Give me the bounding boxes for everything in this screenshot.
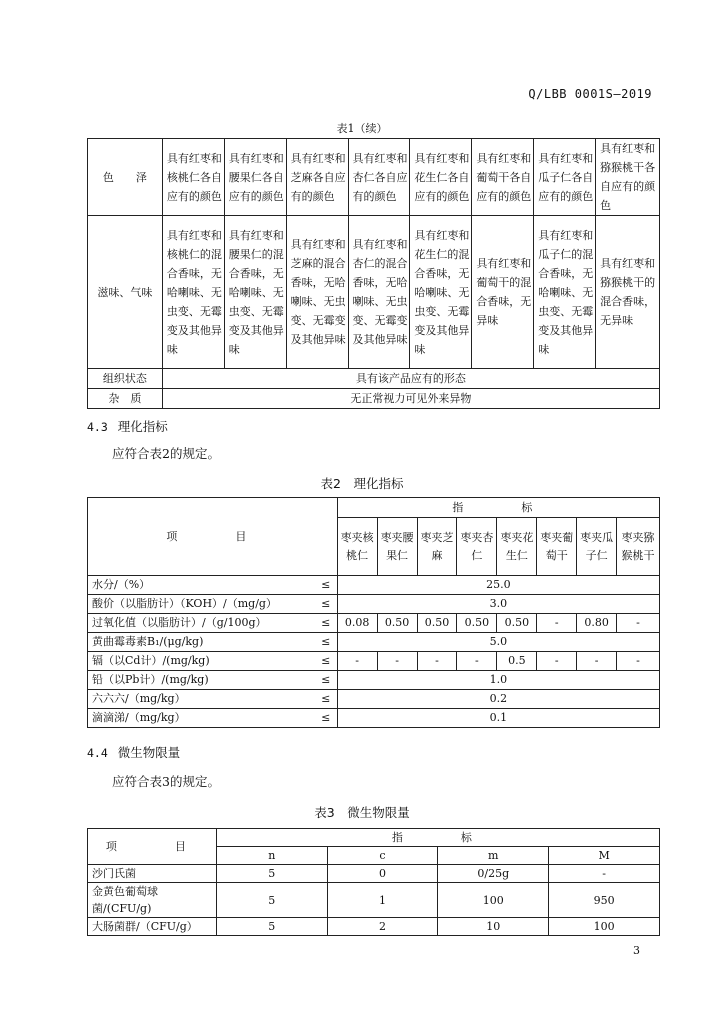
value-cell: - [337,652,377,671]
item-label: 黄曲霉毒素B₁/(μg/kg) [88,633,315,652]
table-cell: 具有红枣和葡萄干的混合香味，无异味 [472,216,534,369]
value-cell: - [537,652,577,671]
column-header: 枣夹花生仁 [497,518,537,576]
item-header: 项 目 [88,829,217,865]
section-title: 微生物限量 [117,745,181,760]
section-number: 4.3 [87,420,108,434]
column-header: 枣夹葡萄干 [537,518,577,576]
section-text: 应符合表3的规定。 [112,774,220,789]
texture-row [88,369,660,389]
value-cell: - [617,652,660,671]
value-cell: 0.50 [377,614,417,633]
value-cell: 0.5 [497,652,537,671]
table-cell: 具有红枣和杏仁各自应有的颜色 [348,139,410,216]
table-cell: 具有红枣和花生仁的混合香味，无哈喇味、无虫变、无霉变及其他异味 [410,216,472,369]
impurity-row [88,389,660,409]
table-cell: 具有红枣和芝麻的混合香味，无哈喇味、无虫变、无霉变及其他异味 [286,216,348,369]
value-cell: 0 [327,865,438,883]
index-header: 指 标 [337,498,659,518]
value-cell: 0.50 [417,614,457,633]
value-cell: 0.50 [497,614,537,633]
table-cell: 具有红枣和瓜子仁的混合香味，无哈喇味、无虫变、无霉变及其他异味 [534,216,596,369]
item-label: 滴滴涕/（mg/kg） [88,709,315,728]
table-row [88,883,660,918]
operator: ≤ [315,633,337,652]
operator: ≤ [315,671,337,690]
table-cell: 无正常视力可见外来异物 [162,389,659,409]
table-cell: 具有红枣和花生仁各自应有的颜色 [410,139,472,216]
table-row [88,865,660,883]
section-number: 4.4 [87,746,108,760]
item-label: 六六六/（mg/kg） [88,690,315,709]
row-label: 色 泽 [88,139,163,216]
table-cell: 具有红枣和腰果仁各自应有的颜色 [224,139,286,216]
item-label: 过氧化值（以脂肪计）/（g/100g） [88,614,315,633]
table-row [88,595,660,614]
value-cell: 0.80 [577,614,617,633]
value-cell: 1 [327,883,438,918]
value-cell: 5 [216,918,327,936]
value-cell: - [377,652,417,671]
operator: ≤ [315,690,337,709]
operator: ≤ [315,614,337,633]
column-header: 枣夹核桃仁 [337,518,377,576]
table-cell: 具有红枣和核桃仁各自应有的颜色 [162,139,224,216]
value-cell: - [457,652,497,671]
table-cell: 具有该产品应有的形态 [162,369,659,389]
table-row [88,918,660,936]
table-row [88,709,660,728]
column-header: 枣夹猕猴桃干 [617,518,660,576]
item-label: 金黄色葡萄球菌/(CFU/g) [88,883,217,918]
value-cell: 3.0 [337,595,659,614]
value-cell: - [537,614,577,633]
table-cell: 具有红枣和猕猴桃干的混合香味，无异味 [596,216,660,369]
column-header: 枣夹腰果仁 [377,518,417,576]
value-cell: 5 [216,865,327,883]
table-cell: 具有红枣和杏仁的混合香味，无哈喇味、无虫变、无霉变及其他异味 [348,216,410,369]
table-row [88,671,660,690]
table1-caption: 表1（续） [336,122,388,135]
value-cell: 0.1 [337,709,659,728]
table-row [88,633,660,652]
table2-caption: 表2 理化指标 [320,476,404,491]
column-header: 枣夹杏仁 [457,518,497,576]
column-header: m [438,847,549,865]
value-cell: 0.50 [457,614,497,633]
value-cell: 950 [549,883,660,918]
item-label: 酸价（以脂肪计）（KOH）/（mg/g） [88,595,315,614]
value-cell: - [617,614,660,633]
value-cell: 2 [327,918,438,936]
row-label: 杂 质 [88,389,163,409]
page-number: 3 [633,944,640,957]
value-cell: 100 [438,883,549,918]
table-cell: 具有红枣和猕猴桃干各自应有的颜色 [596,139,660,216]
column-header: 枣夹瓜子仁 [577,518,617,576]
value-cell: - [549,865,660,883]
value-cell: 5.0 [337,633,659,652]
value-cell: 0/25g [438,865,549,883]
table-cell: 具有红枣和腰果仁的混合香味，无哈喇味、无虫变、无霉变及其他异味 [224,216,286,369]
index-header: 指 标 [216,829,659,847]
section-text: 应符合表2的规定。 [112,446,220,461]
value-cell: 1.0 [337,671,659,690]
operator: ≤ [315,709,337,728]
column-header: M [549,847,660,865]
value-cell: 25.0 [337,576,659,595]
item-label: 大肠菌群/（CFU/g） [88,918,217,936]
item-label: 铅（以Pb计）/(mg/kg) [88,671,315,690]
column-header: n [216,847,327,865]
color-row [88,139,660,216]
item-header: 项 目 [88,498,338,576]
value-cell: - [417,652,457,671]
row-label: 滋味、气味 [88,216,163,369]
sensory-table-continued [87,138,660,409]
section-heading-4-4 [87,743,180,761]
taste-row [88,216,660,369]
microbial-table [87,828,660,936]
table-cell: 具有红枣和核桃仁的混合香味，无哈喇味、无虫变、无霉变及其他异味 [162,216,224,369]
value-cell: 100 [549,918,660,936]
value-cell: 5 [216,883,327,918]
row-label: 组织状态 [88,369,163,389]
operator: ≤ [315,576,337,595]
table3-caption: 表3 微生物限量 [314,805,410,820]
physicochemical-table [87,497,660,728]
table-row [88,652,660,671]
value-cell: 10 [438,918,549,936]
value-cell: 0.08 [337,614,377,633]
standard-number: Q/LBB 0001S—2019 [528,87,652,101]
item-label: 水分/（%） [88,576,315,595]
table-row [88,690,660,709]
item-label: 镉（以Cd计）/(mg/kg) [88,652,315,671]
operator: ≤ [315,652,337,671]
item-label: 沙门氏菌 [88,865,217,883]
table-cell: 具有红枣和芝麻各自应有的颜色 [286,139,348,216]
section-heading-4-3 [87,417,168,435]
table-row [88,614,660,633]
table-cell: 具有红枣和瓜子仁各自应有的颜色 [534,139,596,216]
value-cell: - [577,652,617,671]
operator: ≤ [315,595,337,614]
column-header: c [327,847,438,865]
column-header: 枣夹芝麻 [417,518,457,576]
section-title: 理化指标 [117,419,168,434]
table-cell: 具有红枣和葡萄干各自应有的颜色 [472,139,534,216]
table-row [88,576,660,595]
value-cell: 0.2 [337,690,659,709]
